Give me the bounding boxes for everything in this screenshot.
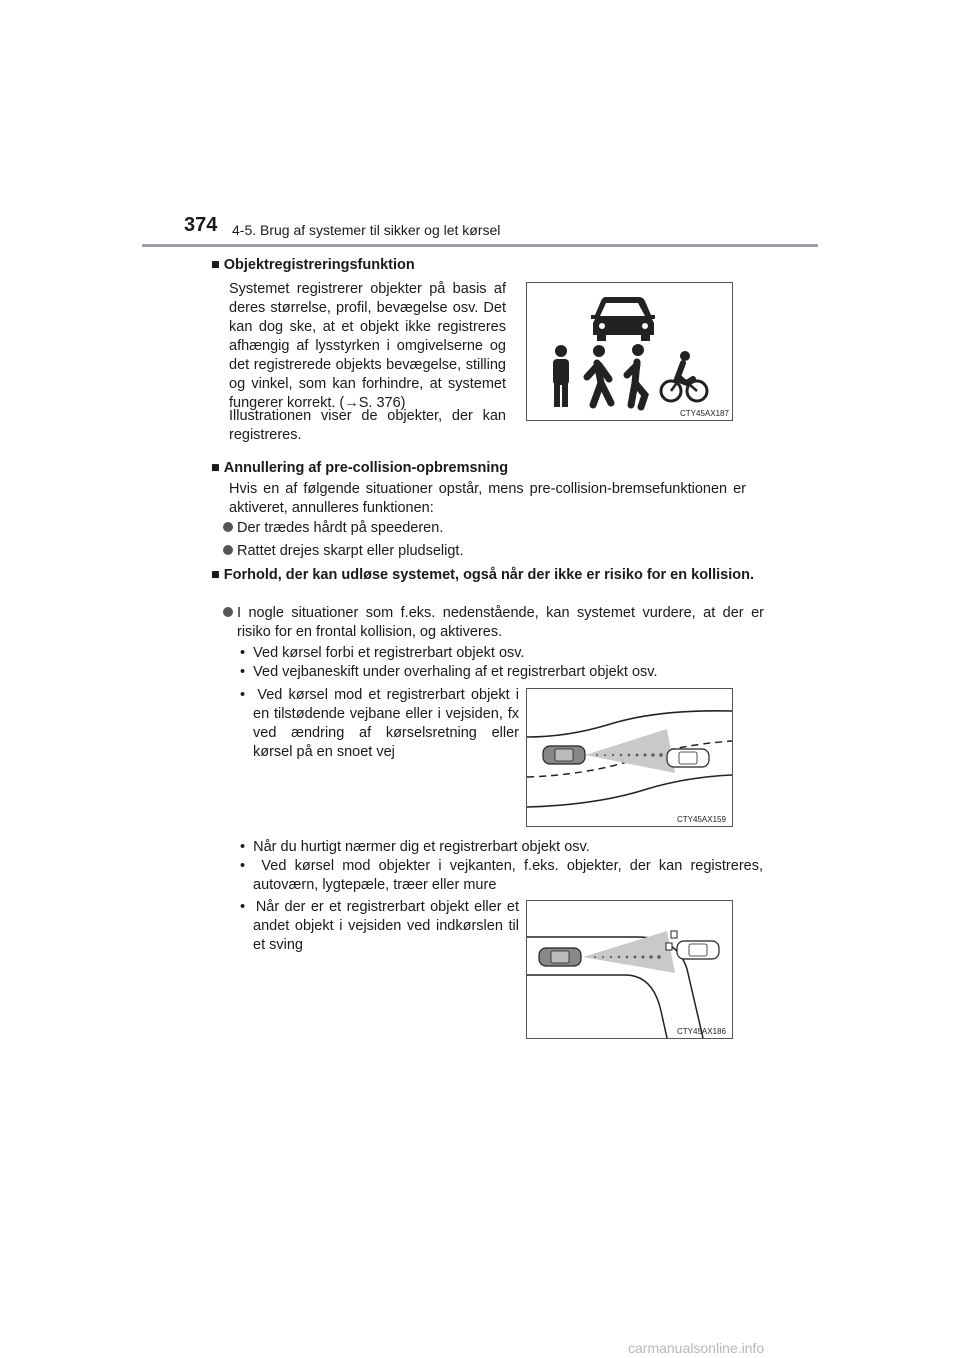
section-heading-conditions: ■ Forhold, der kan udløse systemet, også når der ikke er risiko for en kollision. bbox=[211, 567, 754, 583]
target-vehicle-icon bbox=[677, 941, 719, 959]
section-heading-cancellation: ■ Annullering af pre-collision-opbremsning bbox=[211, 460, 509, 476]
object-detection-paragraph: Systemet registrerer objekter på basis af deres størrelse, profil, bevægelse osv. Det kan dog ske, at et objekt ikke registreres afhængig af lysstyrken i omgivelserne og det registrerede objekts bevægelse, stilling og vinkel, som kan forhindre, at systemet fungerer korrekt. (→S. 376) bbox=[229, 281, 506, 411]
cancellation-bullet-1: Der trædes hårdt på speederen. bbox=[223, 519, 443, 538]
own-vehicle-icon bbox=[543, 746, 585, 764]
target-vehicle-icon bbox=[667, 749, 709, 767]
condition-item-6: • Når der er et registrerbart objekt eller et andet objekt i vejsiden ved indkørslen til et sving bbox=[240, 899, 520, 953]
condition-item-2: • Ved vejbaneskift under overhaling af et registrerbart objekt osv. bbox=[240, 664, 658, 680]
pedestrian-running-icon bbox=[627, 344, 645, 407]
cancellation-bullet-2: Rattet drejes skarpt eller pludseligt. bbox=[223, 542, 463, 561]
figure-detectable-objects bbox=[526, 282, 733, 421]
cancellation-intro: Hvis en af følgende situationer opstår, mens pre-collision-bremsefunktionen er aktiveret, annulleres funktionen: bbox=[229, 481, 746, 516]
radar-beam bbox=[585, 729, 675, 773]
figure-code: CTY45AX187 bbox=[680, 409, 729, 418]
car-icon bbox=[591, 297, 655, 341]
square-bullet-icon: ■ bbox=[211, 460, 220, 476]
pedestrian-standing-icon bbox=[553, 345, 569, 407]
cyclist-icon bbox=[661, 351, 707, 401]
figure-code: CTY45AX186 bbox=[677, 1027, 726, 1036]
conditions-bullet: I nogle situationer som f.eks. nedenstående, kan systemet vurdere, at der er risiko for en frontal kollision, og aktiveres. bbox=[223, 604, 764, 642]
square-bullet-icon: ■ bbox=[211, 257, 220, 273]
figure-curved-road bbox=[526, 688, 733, 827]
condition-item-5: • Ved kørsel mod objekter i vejkanten, f.eks. objekter, der kan registreres, autoværn, lygtepæle, træer eller mure bbox=[240, 858, 763, 893]
figure-turn-entry bbox=[526, 900, 733, 1039]
square-bullet-icon: ■ bbox=[211, 567, 220, 583]
section-heading-object-detection: ■ Objektregistreringsfunktion bbox=[211, 257, 415, 273]
chapter-title: 4-5. Brug af systemer til sikker og let kørsel bbox=[232, 222, 501, 238]
pedestrian-walking-icon bbox=[587, 345, 611, 405]
object-detection-caption: Illustrationen viser de objekter, der kan registreres. bbox=[229, 408, 506, 443]
watermark: carmanualsonline.info bbox=[628, 1340, 765, 1356]
condition-item-4: • Når du hurtigt nærmer dig et registrerbart objekt osv. bbox=[240, 839, 590, 855]
circle-bullet-icon bbox=[223, 522, 233, 532]
header-divider bbox=[142, 244, 818, 247]
figure-code: CTY45AX159 bbox=[677, 815, 726, 824]
page-number: 374 bbox=[184, 214, 218, 236]
own-vehicle-icon bbox=[539, 948, 581, 966]
condition-item-3: • Ved kørsel mod et registrerbart objekt i en tilstødende vejbane eller i vejsiden, fx ved ændring af kørselsretning eller kørsel på en snoet vej bbox=[240, 687, 519, 760]
circle-bullet-icon bbox=[223, 545, 233, 555]
condition-item-1: • Ved kørsel forbi et registrerbart objekt osv. bbox=[240, 645, 525, 661]
circle-bullet-icon bbox=[223, 607, 233, 617]
